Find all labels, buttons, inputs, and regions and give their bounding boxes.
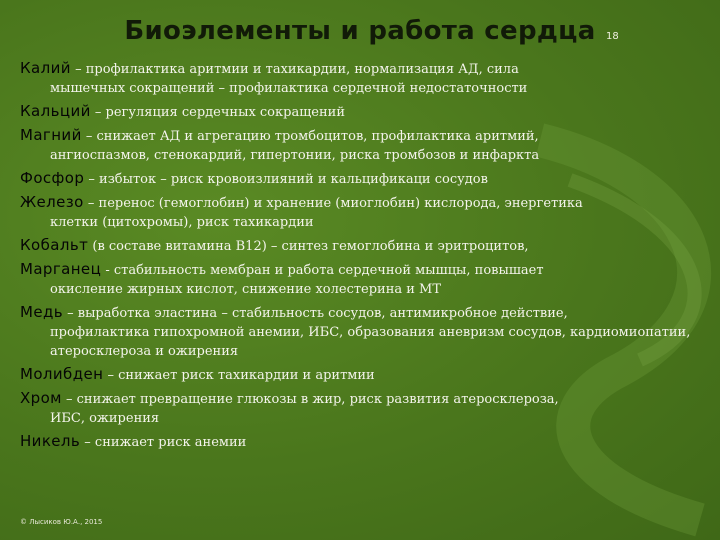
element-name: Медь [20,303,63,321]
element-name: Калий [20,59,71,77]
element-desc-cont: ангиоспазмов, стенокардий, гипертонии, риска тромбозов и инфаркта [50,148,540,163]
element-desc: (в составе витамина В12) – синтез гемоглобина и эритроцитов, [88,239,529,254]
element-name: Кобальт [20,236,89,254]
element-name: Молибден [20,365,104,383]
element-desc-cont: ИБС, ожирения [50,411,160,426]
element-desc: – избыток – риск кровоизлияний и кальцификаци сосудов [84,172,488,187]
element-desc-cont: профилактика гипохромной анемии, ИБС, образования аневризм сосудов, кардиомиопатии, атеросклероза и ожирения [50,325,691,359]
page-title: Биоэлементы и работа сердца [124,16,596,46]
element-name: Марганец [20,260,102,278]
list-item [20,259,710,299]
element-desc: – перенос (гемоглобин) и хранение (миоглобин) кислорода, энергетика [83,196,583,211]
list-item [20,302,710,361]
element-desc-cont: окисление жирных кислот, снижение холестерина и МТ [50,282,442,297]
element-desc: - стабильность мембран и работа сердечной мышцы, повышает [101,263,544,278]
element-name: Кальций [20,102,91,120]
element-desc: – снижает АД и агрегацию тромбоцитов, профилактика аритмий, [81,129,539,144]
element-list [20,58,710,455]
list-item [20,58,710,98]
list-item [20,235,710,256]
element-name: Магний [20,126,82,144]
element-desc: – профилактика аритмии и тахикардии, нормализация АД, сила [70,62,519,77]
list-item [20,364,710,385]
list-item [20,431,710,452]
element-desc-cont: мышечных сокращений – профилактика сердечной недостаточности [50,81,528,96]
list-item [20,388,710,428]
element-desc: – снижает риск тахикардии и аритмии [103,368,375,383]
element-desc: – снижает риск анемии [80,435,247,450]
element-desc-cont: клетки (цитохромы), риск тахикардии [50,215,314,230]
copyright-footer: © Лысиков Ю.А., 2015 [20,518,103,526]
element-desc: – снижает превращение глюкозы в жир, риск развития атеросклероза, [61,392,559,407]
element-name: Железо [20,193,84,211]
list-item [20,101,710,122]
list-item [20,168,710,189]
list-item [20,125,710,165]
list-item [20,192,710,232]
element-desc: – регуляция сердечных сокращений [90,105,345,120]
element-name: Хром [20,389,62,407]
element-name: Фосфор [20,169,85,187]
element-desc: – выработка эластина – стабильность сосудов, антимикробное действие, [62,306,568,321]
element-name: Никель [20,432,81,450]
slide-number: 18 [606,31,619,42]
